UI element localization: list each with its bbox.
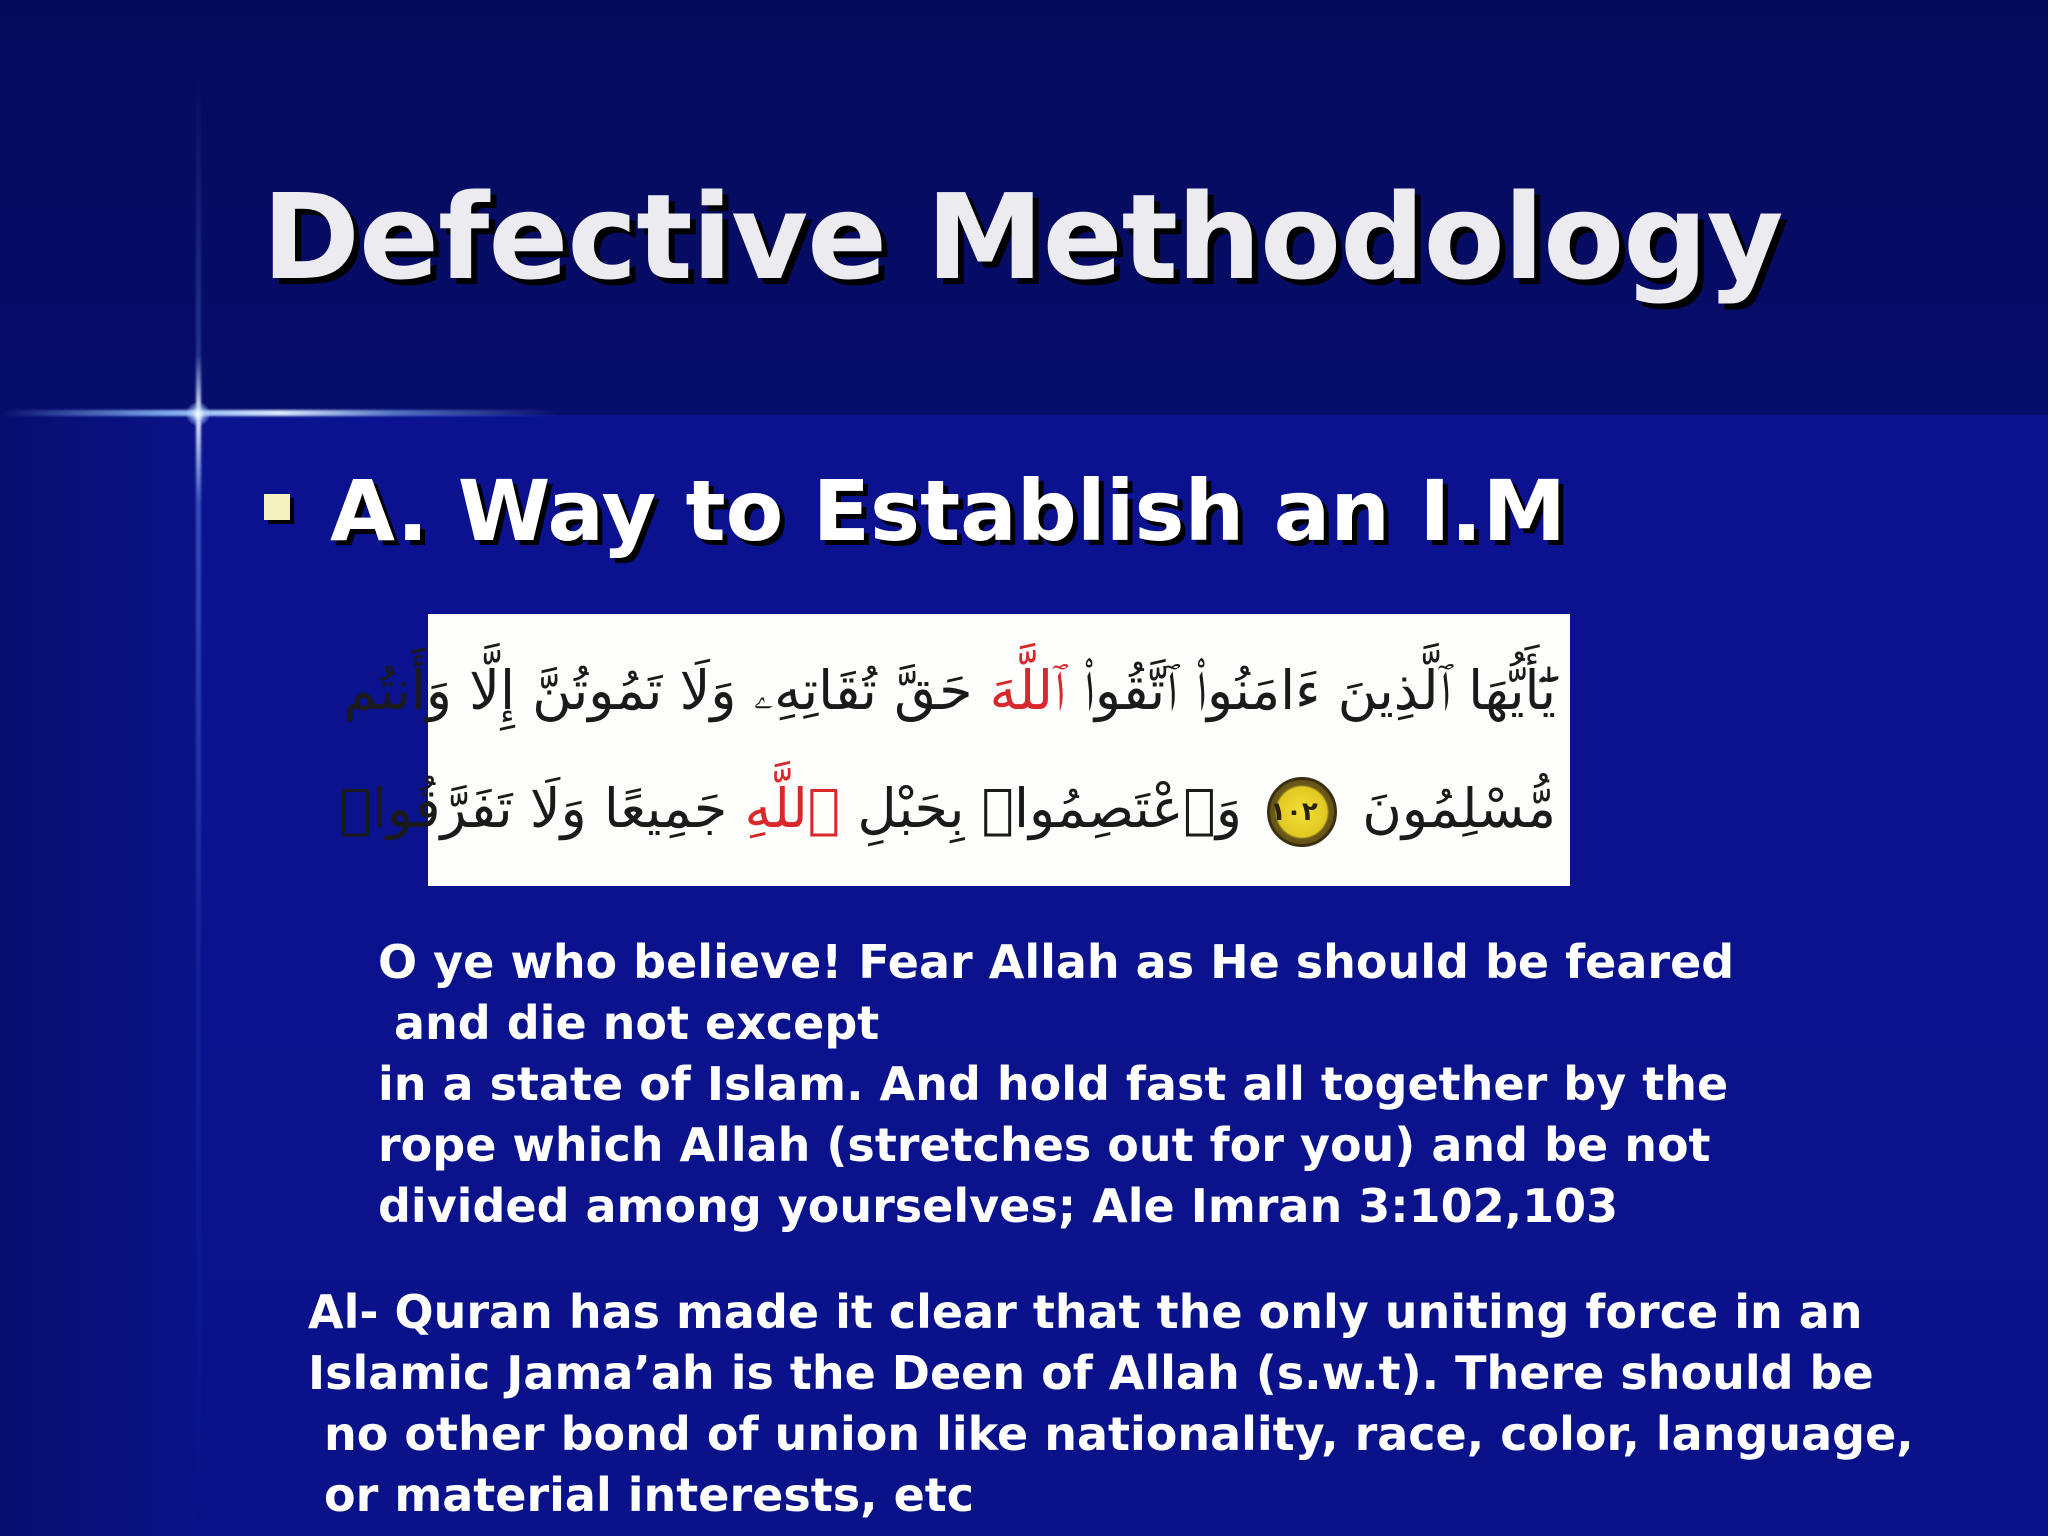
translation-line: divided among yourselves; Ale Imran 3:102,103 (378, 1179, 1619, 1233)
translation-line: rope which Allah (stretches out for you) and be not (378, 1118, 1711, 1172)
bullet-square-icon (264, 494, 290, 520)
arabic-text: حَقَّ تُقَاتِهِۦ وَلَا تَمُوتُنَّ إِلَّا وَأَنتُم (343, 659, 990, 722)
arabic-verse-line-2 (339, 750, 1556, 868)
translation-line: in a state of Islam. And hold fast all together by the (378, 1057, 1729, 1111)
arabic-text: مُّسْلِمُونَ (1345, 777, 1556, 840)
arabic-divine-name: ٱللَّهَ (989, 659, 1066, 722)
translation-line: O ye who believe! Fear Allah as He should be feared (378, 935, 1735, 989)
commentary-line: Al- Quran has made it clear that the only uniting force in an (308, 1285, 1863, 1339)
ayah-number-marker-icon: ١٠٢ (1267, 777, 1337, 847)
light-flare-center (186, 402, 210, 426)
arabic-text: وَٱعْتَصِمُوا۟ بِحَبْلِ (840, 777, 1260, 840)
commentary-paragraph (308, 1282, 1914, 1526)
light-flare-vertical (196, 60, 201, 1536)
quran-verse-image (339, 614, 1570, 886)
arabic-text: يَٰٓأَيُّهَا ٱلَّذِينَ ءَامَنُوا۟ ٱتَّقُوا۟ (1065, 659, 1556, 722)
left-margin-strip (0, 415, 198, 1536)
light-flare-horizontal (0, 410, 560, 416)
arabic-verse-line-1 (343, 632, 1556, 750)
commentary-line: no other bond of union like nationality, race, color, language, (308, 1407, 1914, 1461)
commentary-line: or material interests, etc (308, 1468, 975, 1522)
translation-line: and die not except (378, 996, 880, 1050)
bullet-text: A. Way to Establish an I.M (330, 462, 1567, 560)
slide-title: Defective Methodology (262, 168, 1783, 306)
arabic-divine-name: ٱللَّهِ (744, 777, 841, 840)
arabic-text: جَمِيعًا وَلَا تَفَرَّقُوا۟ (339, 777, 745, 840)
commentary-line: Islamic Jama’ah is the Deen of Allah (s.w.t). There should be (308, 1346, 1874, 1400)
verse-translation (378, 932, 1734, 1237)
bullet-item (264, 462, 1566, 560)
